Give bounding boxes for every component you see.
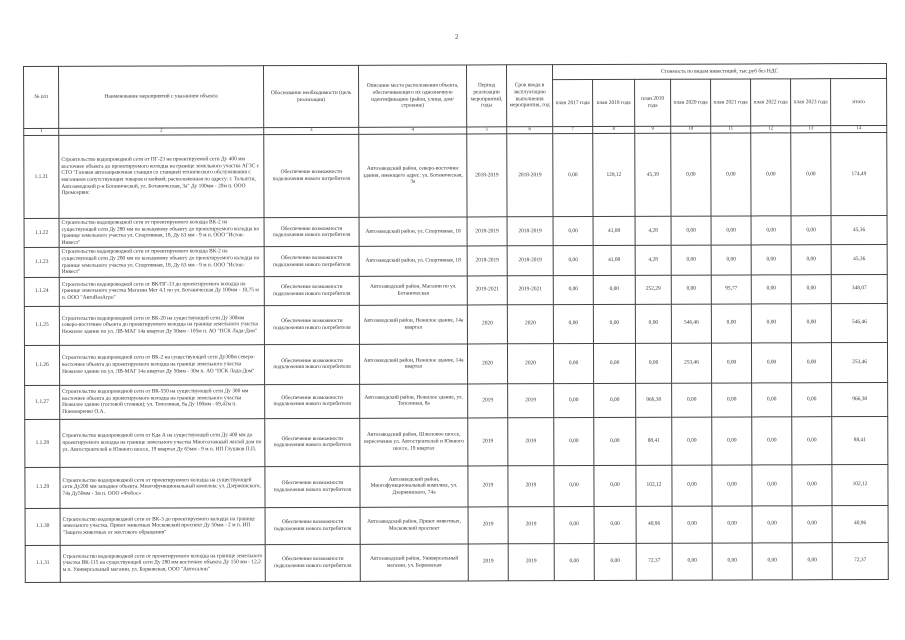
investment-table-sheet bbox=[23, 63, 888, 631]
year-value: 4,28 bbox=[635, 216, 671, 246]
year-value: 88,41 bbox=[636, 417, 672, 465]
row-num: 1.1.22 bbox=[24, 218, 59, 247]
commission-term: 2019-2021 bbox=[507, 275, 553, 304]
header-year: план 2018 года bbox=[593, 79, 635, 126]
row-num: 1.1.29 bbox=[25, 467, 60, 508]
commission-term: 2018-2019 bbox=[507, 134, 553, 217]
header-year: план 2022 года bbox=[751, 79, 791, 126]
total-value: 45,36 bbox=[831, 245, 887, 275]
year-value: 45,39 bbox=[635, 133, 671, 216]
header-period: Период реализации мероприятий, годы bbox=[466, 65, 506, 127]
year-value: 0,00 bbox=[752, 417, 792, 465]
year-value: 0,00 bbox=[635, 343, 671, 383]
header-term: Срок ввода в эксплуатацию выполнения мероприятия, год bbox=[506, 65, 552, 127]
year-value: 0,00 bbox=[553, 275, 593, 304]
year-value: 102,12 bbox=[636, 465, 672, 506]
year-value: 253,46 bbox=[671, 343, 711, 383]
year-value: 0,00 bbox=[553, 343, 593, 383]
year-value: 0,00 bbox=[553, 217, 593, 247]
purpose: Обеспечение возможности подключения нового потребителя bbox=[264, 305, 359, 344]
period: 2019-2021 bbox=[467, 276, 507, 305]
location: Автозаводский район, Магазин по ул. Ботаническая bbox=[359, 276, 467, 305]
year-value: 0,00 bbox=[791, 342, 831, 382]
commission-term: 2019 bbox=[508, 506, 554, 543]
year-value: 0,00 bbox=[751, 133, 791, 216]
measure-name: Строительство водопроводной сети от Кда А на существующей сети Ду 400 мм до проектируемого колодца на границе земельного участка Многоэтажный жилой дом по ул. Автостроителей и Южного шоссе, 19 квартал Ду 65мм - 9 м п. ИП Глушков П.П. bbox=[60, 418, 265, 467]
header-num: № п/п bbox=[24, 66, 59, 128]
period: 2020 bbox=[467, 344, 507, 384]
location: Автозаводский район, Приют животных, Московский проспект bbox=[360, 507, 468, 544]
column-number: 12 bbox=[751, 126, 791, 133]
row-num: 1.1.25 bbox=[24, 306, 59, 345]
row-num: 1.1.30 bbox=[25, 508, 60, 545]
total-value: 72,37 bbox=[832, 542, 888, 579]
purpose: Обеспечение возможности подключения нового потребителя bbox=[265, 384, 360, 418]
year-value: 0,00 bbox=[792, 416, 832, 464]
year-value: 0,00 bbox=[752, 465, 792, 506]
year-value: 0,00 bbox=[792, 505, 832, 542]
year-value: 0,00 bbox=[752, 383, 792, 417]
total-value: 253,46 bbox=[831, 342, 887, 382]
column-number: 9 bbox=[635, 126, 671, 133]
year-value: 41,08 bbox=[593, 246, 635, 276]
commission-term: 2019 bbox=[508, 543, 554, 580]
table-row bbox=[24, 132, 887, 218]
column-number: 4 bbox=[359, 127, 467, 134]
location: Автозаводский район, ул. Спортивная, 18 bbox=[359, 246, 467, 276]
column-number: 3 bbox=[264, 127, 359, 134]
year-value: 0,00 bbox=[672, 543, 712, 580]
purpose: Обеспечение возможности подключения нового потребителя bbox=[264, 134, 359, 217]
header-location: Описание места расположения объекта, обеспечивающего их однозначную идентификацию (район, улица, дом/строение) bbox=[358, 65, 466, 127]
year-value: 0,00 bbox=[711, 133, 751, 216]
purpose: Обеспечение возможности подключения нового потребителя bbox=[264, 276, 359, 305]
table-row bbox=[24, 245, 887, 277]
column-number: 11 bbox=[711, 126, 751, 133]
year-value: 0,00 bbox=[792, 542, 832, 579]
year-value: 0,00 bbox=[594, 465, 636, 506]
year-value: 0,00 bbox=[751, 216, 791, 246]
column-number: 5 bbox=[467, 127, 507, 134]
measure-name: Строительство водопроводной сети от проектируемого колодца ВК-2 на существующей сети Ду 280 мм по кольцевому объекту до проектируемого колодца на границе земельного участка ул. Спортивная, 18, Ду 63 мм - 9 м п. ООО "Исток-Инвест" bbox=[59, 218, 264, 248]
purpose: Обеспечение возможности подключения нового потребителя bbox=[264, 247, 359, 277]
year-value: 0,00 bbox=[553, 246, 593, 276]
column-number: 6 bbox=[507, 127, 553, 134]
period: 2019 bbox=[468, 466, 508, 507]
year-value: 0,00 bbox=[711, 216, 751, 246]
total-value: 88,41 bbox=[832, 416, 888, 464]
period: 2018-2019 bbox=[467, 217, 507, 247]
year-value: 0,00 bbox=[635, 304, 671, 343]
year-value: 0,00 bbox=[671, 275, 711, 304]
year-value: 0,00 bbox=[594, 417, 636, 465]
year-value: 0,00 bbox=[554, 383, 594, 417]
year-value: 0,00 bbox=[554, 506, 594, 543]
year-value: 41,08 bbox=[593, 216, 635, 246]
header-total: итого bbox=[831, 78, 887, 125]
page-number: 2 bbox=[455, 33, 459, 41]
year-value: 0,00 bbox=[671, 133, 711, 216]
measure-name: Строительство водопроводной сети от ВК-2 на существующей сети Ду300м северо-восточнее объекта до проектируемого колодца на границе земельного участка Нежилое здание по ул. ЛВ-МАГ 14а квартал Ду 50мм - 30м п. АО "ПСК Лада-Дом" bbox=[59, 344, 264, 385]
location: Автозаводский район, Нежилое здание, 14а квартал bbox=[359, 344, 467, 384]
location: Автозаводский район, Нежилое здание, ул. Тополиная, 8а bbox=[360, 384, 468, 418]
column-number: 13 bbox=[791, 126, 831, 133]
column-number: 7 bbox=[553, 127, 593, 134]
year-value: 966,38 bbox=[636, 383, 672, 417]
header-cost-group: Стоимость по видам инвестиций, тыс.руб без НДС bbox=[552, 63, 886, 79]
year-value: 0,00 bbox=[712, 417, 752, 465]
table-row bbox=[24, 274, 887, 306]
year-value: 0,00 bbox=[792, 382, 832, 416]
period: 2018-2019 bbox=[467, 134, 507, 217]
commission-term: 2018-2019 bbox=[507, 246, 553, 276]
year-value: 0,00 bbox=[672, 417, 712, 465]
table-row bbox=[25, 464, 888, 508]
year-value: 0,00 bbox=[751, 245, 791, 275]
commission-term: 2020 bbox=[507, 304, 553, 343]
year-value: 0,00 bbox=[554, 465, 594, 506]
year-value: 0,00 bbox=[593, 343, 635, 383]
header-year: план 2017 года bbox=[553, 80, 593, 127]
header-purpose: Обоснование необходимости (цель реализации) bbox=[264, 65, 359, 127]
period: 2019 bbox=[468, 418, 508, 466]
year-value: 0,00 bbox=[791, 274, 831, 303]
total-value: 102,12 bbox=[832, 464, 888, 505]
period: 2018-2019 bbox=[467, 246, 507, 276]
year-value: 0,00 bbox=[791, 303, 831, 342]
location: Автозаводский район, Универсальный магазин, ул. Борковская bbox=[360, 544, 468, 581]
period: 2020 bbox=[467, 305, 507, 344]
measure-name: Строительство водопроводной сети от ПГ-23 на проектируемой сети Ду 400 мм восточнее объекта до проектируемого колодца на границе земельного участка АГЗС с СТО "Газовая автозаправочная станция со станцией технического обслуживания с магазином сопутствующих товаров и мойкой; расположенная по адресу: г. Тольятти, Автозаводский р-н Ботанической, ул. Ботаническая, 3а" Ду 100мм - 20м п. ООО Промсервис bbox=[59, 135, 264, 219]
header-name: Наименование мероприятий с указанием объекта bbox=[59, 66, 264, 129]
year-value: 129,12 bbox=[593, 133, 635, 216]
header-year: план 2020 года bbox=[671, 79, 711, 126]
year-value: 0,00 bbox=[672, 506, 712, 543]
year-value: 0,00 bbox=[791, 133, 831, 216]
table-body bbox=[24, 132, 889, 582]
table-row bbox=[24, 342, 887, 385]
purpose: Обеспечение возможности подключения нового потребителя bbox=[265, 466, 360, 507]
purpose: Обеспечение возможности подключения нового потребителя bbox=[264, 217, 359, 247]
purpose: Обеспечение возможности подключения нового потребителя bbox=[264, 344, 359, 384]
location: Автозаводский район, северо-восточнее здания, имеющего адрес: ул. Ботаническая, 3а bbox=[359, 134, 467, 217]
year-value: 0,00 bbox=[752, 506, 792, 543]
location: Автозаводский район, Шлюзовое шоссе, пересечение ул. Автостроителей и Южного шоссе, 19 квартал bbox=[360, 418, 468, 466]
column-number: 8 bbox=[593, 126, 635, 133]
year-value: 0,00 bbox=[671, 245, 711, 275]
year-value: 0,00 bbox=[672, 383, 712, 417]
commission-term: 2018-2019 bbox=[507, 217, 553, 247]
table-row bbox=[24, 215, 887, 247]
total-value: 546,46 bbox=[831, 303, 887, 342]
year-value: 40,96 bbox=[636, 506, 672, 543]
table-row bbox=[25, 542, 888, 582]
row-num: 1.1.24 bbox=[24, 277, 59, 306]
measure-name: Строительство водопроводной сети от ВК/ПГ-13 до проектируемого колодца на границе земельного участка Магазин Мег 4.1 по ул. Ботаническая Ду 100мм - 10,75 м п. ООО "АвтоВазАгро" bbox=[59, 276, 264, 306]
total-value: 40,96 bbox=[832, 505, 888, 542]
purpose: Обеспечение возможности подключения нового потребителя bbox=[265, 544, 360, 581]
year-value: 0,00 bbox=[711, 245, 751, 275]
year-value: 0,00 bbox=[752, 543, 792, 580]
column-number: 1 bbox=[24, 128, 59, 135]
measure-name: Строительство водопроводной сети от проектируемого колодца на границе земельного участка ВК-115 на существующей сети Ду 280 мм восточнее объекта Ду 150 мм - 12,2 м п. Универсальный магазин, ул. Борковская, ООО "Автосалон" bbox=[60, 544, 265, 582]
year-value: 0,00 bbox=[751, 304, 791, 343]
commission-term: 2020 bbox=[507, 343, 553, 383]
year-value: 0,00 bbox=[594, 543, 636, 580]
year-value: 0,00 bbox=[712, 383, 752, 417]
location: Автозаводский район, Многофункциональный комплекс, ул. Дзержинского, 74а bbox=[360, 466, 468, 507]
purpose: Обеспечение возможности подключения нового потребителя bbox=[265, 418, 360, 466]
row-num: 1.1.23 bbox=[24, 248, 59, 277]
commission-term: 2019 bbox=[508, 465, 554, 506]
year-value: 0,00 bbox=[791, 216, 831, 246]
year-value: 0,00 bbox=[792, 464, 832, 505]
total-value: 348,07 bbox=[831, 274, 887, 303]
year-value: 0,00 bbox=[712, 506, 752, 543]
table-row bbox=[25, 416, 888, 467]
period: 2019 bbox=[468, 544, 508, 581]
measure-name: Строительство водопроводной сети от ВК-550 на существующей сети Ду 300 мм восточнее объекта до проектируемого колодца на границе земельного участка Нежилое здание (гостевой стоянки); ул. Тополиная, 8а Ду 100мм - 69,42м п. Пономаренко О.А. bbox=[60, 384, 265, 419]
period: 2019 bbox=[468, 507, 508, 544]
location: Автозаводский район, ул. Спортивная, 18 bbox=[359, 217, 467, 247]
year-value: 0,00 bbox=[554, 417, 594, 465]
year-value: 0,00 bbox=[554, 543, 594, 580]
year-value: 0,00 bbox=[553, 134, 593, 217]
measure-name: Строительство водопроводной сети от ВК-20 на существующей сети Ду 300мм северо-восточнее объекта до проектируемого колодца на границе земельного участка Нежилое здание по ул. ЛВ-МАГ 14а квартал Ду 50мм - 105м п. АО "ПСК Лада-Дом" bbox=[59, 305, 264, 345]
header-year: план 2021 года bbox=[711, 79, 751, 126]
year-value: 0,00 bbox=[711, 343, 751, 383]
measure-name: Строительство водопроводной сети от проектируемого колодца ВК-2 на существующей сети Ду 280 мм по кольцевому объекту до проектируемого колодца на границе земельного участка ул. Спортивная, 18, Ду 63 мм - 9 м п. ООО "Исток-Инвест" bbox=[59, 247, 264, 277]
year-value: 546,46 bbox=[671, 304, 711, 343]
commission-term: 2019 bbox=[508, 417, 554, 465]
year-value: 0,00 bbox=[594, 506, 636, 543]
row-num: 1.1.21 bbox=[24, 135, 59, 218]
column-number: 10 bbox=[671, 126, 711, 133]
table-row bbox=[25, 505, 888, 545]
row-num: 1.1.26 bbox=[24, 345, 59, 385]
location: Автозаводский район, Нежилое здание, 14а квартал bbox=[359, 305, 467, 344]
year-value: 95,77 bbox=[711, 275, 751, 304]
row-num: 1.1.28 bbox=[25, 419, 60, 467]
row-num: 1.1.31 bbox=[25, 545, 60, 582]
header-year: план 2023 года bbox=[791, 79, 831, 126]
year-value: 0,00 bbox=[711, 304, 751, 343]
measure-name: Строительство водопроводной сети от проектируемого колодца на существующей сети Ду200 мм западнее объекта. Многофункциональный комплекс ул. Дзержинского, 74а Ду50мм - 3м п. ООО «Фобос» bbox=[60, 466, 265, 508]
total-value: 45,36 bbox=[831, 215, 887, 245]
year-value: 0,00 bbox=[593, 275, 635, 304]
total-value: 174,49 bbox=[831, 132, 887, 215]
table-row bbox=[24, 303, 887, 345]
total-value: 966,38 bbox=[832, 382, 888, 416]
commission-term: 2019 bbox=[508, 383, 554, 417]
column-number: 2 bbox=[59, 128, 264, 136]
purpose: Обеспечение возможности подключения нового потребителя bbox=[265, 507, 360, 544]
investment-table bbox=[23, 63, 889, 583]
year-value: 0,00 bbox=[712, 543, 752, 580]
period: 2019 bbox=[468, 384, 508, 418]
year-value: 0,00 bbox=[671, 216, 711, 246]
row-num: 1.1.27 bbox=[25, 385, 60, 419]
year-value: 4,28 bbox=[635, 246, 671, 276]
year-value: 0,00 bbox=[672, 465, 712, 506]
table-row bbox=[25, 382, 888, 419]
column-number: 14 bbox=[831, 125, 887, 132]
year-value: 0,00 bbox=[751, 275, 791, 304]
measure-name: Строительство водопроводной сети от ВК-3 до проектируемого колодца на границе земельного участка. Приют животных Московский проспект Ду 50мм - 2 м п. ИП "Защита животных от жестокого обращения" bbox=[60, 507, 265, 545]
year-value: 0,00 bbox=[791, 245, 831, 275]
year-value: 0,00 bbox=[593, 304, 635, 343]
year-value: 0,00 bbox=[712, 465, 752, 506]
year-value: 72,37 bbox=[636, 543, 672, 580]
year-value: 0,00 bbox=[751, 343, 791, 383]
year-value: 0,00 bbox=[594, 383, 636, 417]
year-value: 252,29 bbox=[635, 275, 671, 304]
header-year: план 2019 года bbox=[635, 79, 671, 126]
year-value: 0,00 bbox=[553, 304, 593, 343]
